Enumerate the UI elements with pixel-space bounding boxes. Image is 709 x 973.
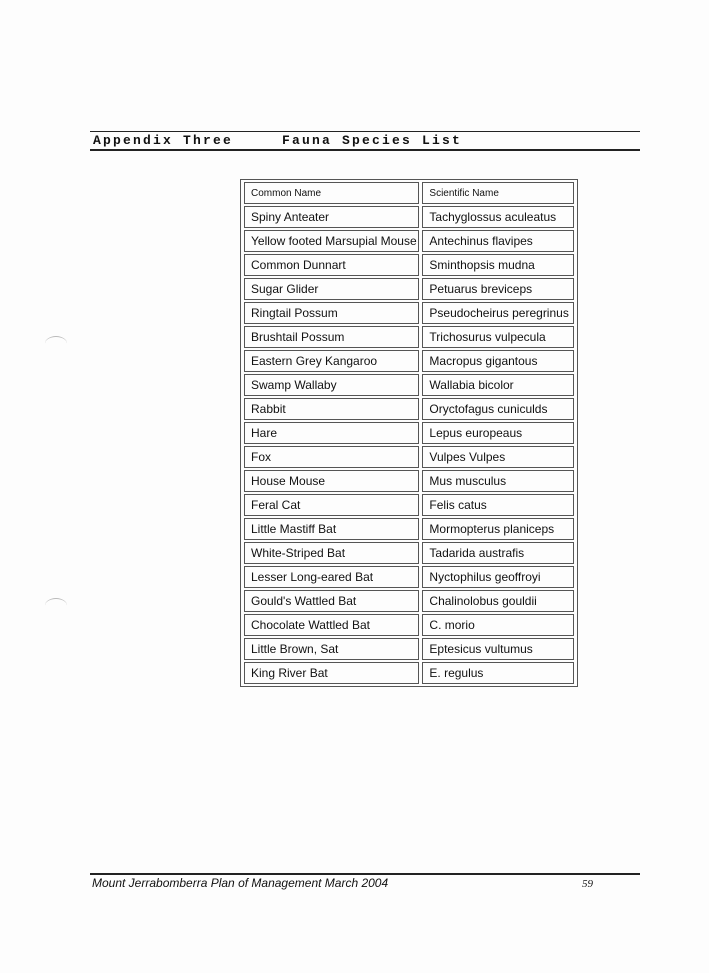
table-row bbox=[244, 614, 574, 636]
scientific-name-cell: Tadarida austrafis bbox=[422, 542, 574, 564]
common-name-cell: Sugar Glider bbox=[244, 278, 419, 300]
table-row bbox=[244, 326, 574, 348]
column-header-common-name: Common Name bbox=[244, 182, 419, 204]
common-name-cell: Gould's Wattled Bat bbox=[244, 590, 419, 612]
scientific-name-cell: Macropus gigantous bbox=[422, 350, 574, 372]
table-row bbox=[244, 638, 574, 660]
punch-hole-mark bbox=[45, 336, 67, 351]
scientific-name-cell: Oryctofagus cuniculds bbox=[422, 398, 574, 420]
scientific-name-cell: Mormopterus planiceps bbox=[422, 518, 574, 540]
scientific-name-cell: Mus musculus bbox=[422, 470, 574, 492]
table-row bbox=[244, 350, 574, 372]
common-name-cell: Brushtail Possum bbox=[244, 326, 419, 348]
scientific-name-cell: Petuarus breviceps bbox=[422, 278, 574, 300]
common-name-cell: Chocolate Wattled Bat bbox=[244, 614, 419, 636]
common-name-cell: Little Brown, Sat bbox=[244, 638, 419, 660]
common-name-cell: Rabbit bbox=[244, 398, 419, 420]
common-name-cell: White-Striped Bat bbox=[244, 542, 419, 564]
scientific-name-cell: Felis catus bbox=[422, 494, 574, 516]
scientific-name-cell: Antechinus flavipes bbox=[422, 230, 574, 252]
common-name-cell: Feral Cat bbox=[244, 494, 419, 516]
scientific-name-cell: Pseudocheirus peregrinus bbox=[422, 302, 574, 324]
scientific-name-cell: Wallabia bicolor bbox=[422, 374, 574, 396]
table-row bbox=[244, 542, 574, 564]
table-row bbox=[244, 230, 574, 252]
common-name-cell: Yellow footed Marsupial Mouse bbox=[244, 230, 419, 252]
header-rule bbox=[90, 149, 640, 151]
scientific-name-cell: Lepus europeaus bbox=[422, 422, 574, 444]
column-header-scientific-name: Scientific Name bbox=[422, 182, 574, 204]
scientific-name-cell: Vulpes Vulpes bbox=[422, 446, 574, 468]
scientific-name-cell: Eptesicus vultumus bbox=[422, 638, 574, 660]
scientific-name-cell: Chalinolobus gouldii bbox=[422, 590, 574, 612]
table-row bbox=[244, 206, 574, 228]
common-name-cell: Swamp Wallaby bbox=[244, 374, 419, 396]
common-name-cell: Lesser Long-eared Bat bbox=[244, 566, 419, 588]
footer-document-title: Mount Jerrabomberra Plan of Management March 2004 bbox=[92, 876, 389, 890]
common-name-cell: Eastern Grey Kangaroo bbox=[244, 350, 419, 372]
table-row bbox=[244, 662, 574, 684]
punch-hole-mark bbox=[45, 598, 67, 613]
table-row bbox=[244, 566, 574, 588]
common-name-cell: Ringtail Possum bbox=[244, 302, 419, 324]
table-row bbox=[244, 374, 574, 396]
scientific-name-cell: E. regulus bbox=[422, 662, 574, 684]
table-row bbox=[244, 446, 574, 468]
table-row bbox=[244, 422, 574, 444]
scientific-name-cell: Sminthopsis mudna bbox=[422, 254, 574, 276]
common-name-cell: Common Dunnart bbox=[244, 254, 419, 276]
page-number: 59 bbox=[582, 878, 593, 890]
fauna-species-table bbox=[240, 179, 578, 687]
common-name-cell: King River Bat bbox=[244, 662, 419, 684]
table-row bbox=[244, 278, 574, 300]
table-row bbox=[244, 494, 574, 516]
scientific-name-cell: Tachyglossus aculeatus bbox=[422, 206, 574, 228]
scientific-name-cell: Nyctophilus geoffroyi bbox=[422, 566, 574, 588]
table-row bbox=[244, 518, 574, 540]
common-name-cell: Hare bbox=[244, 422, 419, 444]
table-row bbox=[244, 302, 574, 324]
common-name-cell: Little Mastiff Bat bbox=[244, 518, 419, 540]
scientific-name-cell: Trichosurus vulpecula bbox=[422, 326, 574, 348]
header-rule bbox=[90, 131, 640, 132]
common-name-cell: Fox bbox=[244, 446, 419, 468]
table-row bbox=[244, 398, 574, 420]
common-name-cell: Spiny Anteater bbox=[244, 206, 419, 228]
page-title: Fauna Species List bbox=[282, 133, 463, 148]
common-name-cell: House Mouse bbox=[244, 470, 419, 492]
table-row bbox=[244, 590, 574, 612]
scientific-name-cell: C. morio bbox=[422, 614, 574, 636]
table-row bbox=[244, 254, 574, 276]
footer-rule bbox=[90, 873, 640, 875]
table-row bbox=[244, 470, 574, 492]
appendix-label: Appendix Three bbox=[93, 133, 234, 148]
table-header-row bbox=[244, 182, 574, 204]
